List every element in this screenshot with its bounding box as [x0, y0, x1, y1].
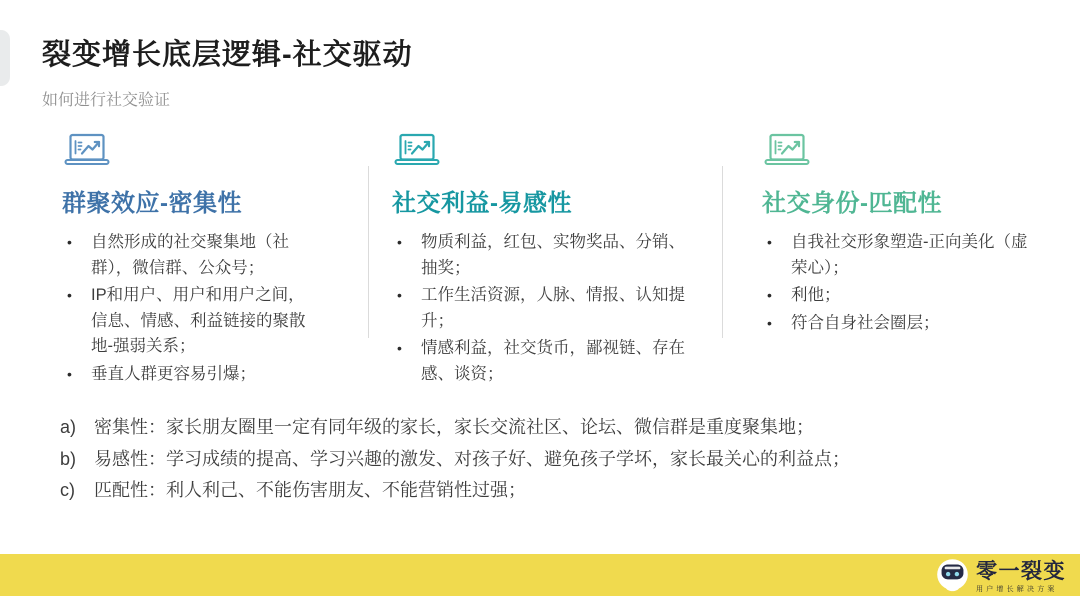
note-text: 匹配性：利人利己、不能伤害朋友、不能营销性过强； — [94, 480, 526, 500]
brand-tagline: 用户增长解决方案 — [976, 585, 1058, 593]
column-social-benefit — [392, 133, 698, 389]
robot-icon — [935, 557, 970, 596]
column-heading: 群聚效应-密集性 — [62, 190, 242, 217]
note-row — [60, 412, 1020, 444]
bullet-item: • 自然形成的社交聚集地（社群），微信群、公众号； — [62, 230, 314, 281]
brand-logo — [935, 557, 1066, 596]
bullet-item: • 利他； — [762, 283, 1030, 309]
brand-text — [976, 561, 1066, 594]
footer-bar — [0, 554, 1080, 596]
note-row — [60, 475, 1020, 507]
laptop-trend-chart-icon — [762, 133, 1030, 173]
laptop-trend-chart-icon — [392, 133, 698, 173]
column-cluster-effect — [62, 133, 314, 389]
notes-list — [60, 412, 1020, 507]
bullet-item: • 情感利益，社交货币，鄙视链、存在感、谈资； — [392, 336, 698, 387]
bullet-item: • 工作生活资源，人脉、情报、认知提升； — [392, 283, 698, 334]
note-label: c) — [60, 480, 75, 500]
brand-name: 零一裂变 — [976, 559, 1066, 583]
note-label: a) — [60, 417, 77, 437]
note-label: b) — [60, 448, 77, 469]
page-title: 裂变增长底层逻辑-社交驱动 — [42, 39, 413, 71]
column-divider — [368, 166, 369, 338]
bullet-item: • 自我社交形象塑造-正向美化（虚荣心）； — [762, 230, 1030, 281]
page-subtitle: 如何进行社交验证 — [42, 92, 171, 109]
note-text: 密集性：家长朋友圈里一定有同年级的家长，家长交流社区、论坛、微信群是重度聚集地； — [94, 417, 814, 437]
bullet-list — [392, 230, 698, 387]
column-heading: 社交利益-易感性 — [392, 190, 572, 217]
note-row — [60, 444, 1020, 476]
column-social-identity — [762, 133, 1030, 338]
laptop-trend-chart-icon — [62, 133, 314, 173]
column-divider — [722, 166, 723, 338]
bullet-item: • 垂直人群更容易引爆； — [62, 362, 314, 388]
slide-header — [42, 32, 413, 110]
note-text: 易感性：学习成绩的提高、学习兴趣的激发、对孩子好、避免孩子学坏，家长最关心的利益点； — [94, 448, 850, 469]
bullet-list — [62, 230, 314, 387]
left-edge-tab — [0, 30, 10, 86]
bullet-item: • 物质利益，红包、实物奖品、分销、抽奖； — [392, 230, 698, 281]
bullet-list — [762, 230, 1030, 336]
bullet-item: • 符合自身社会圈层； — [762, 311, 1030, 337]
column-heading: 社交身份-匹配性 — [762, 190, 942, 217]
bullet-item: • IP和用户、用户和用户之间，信息、情感、利益链接的聚散地-强弱关系； — [62, 283, 314, 360]
